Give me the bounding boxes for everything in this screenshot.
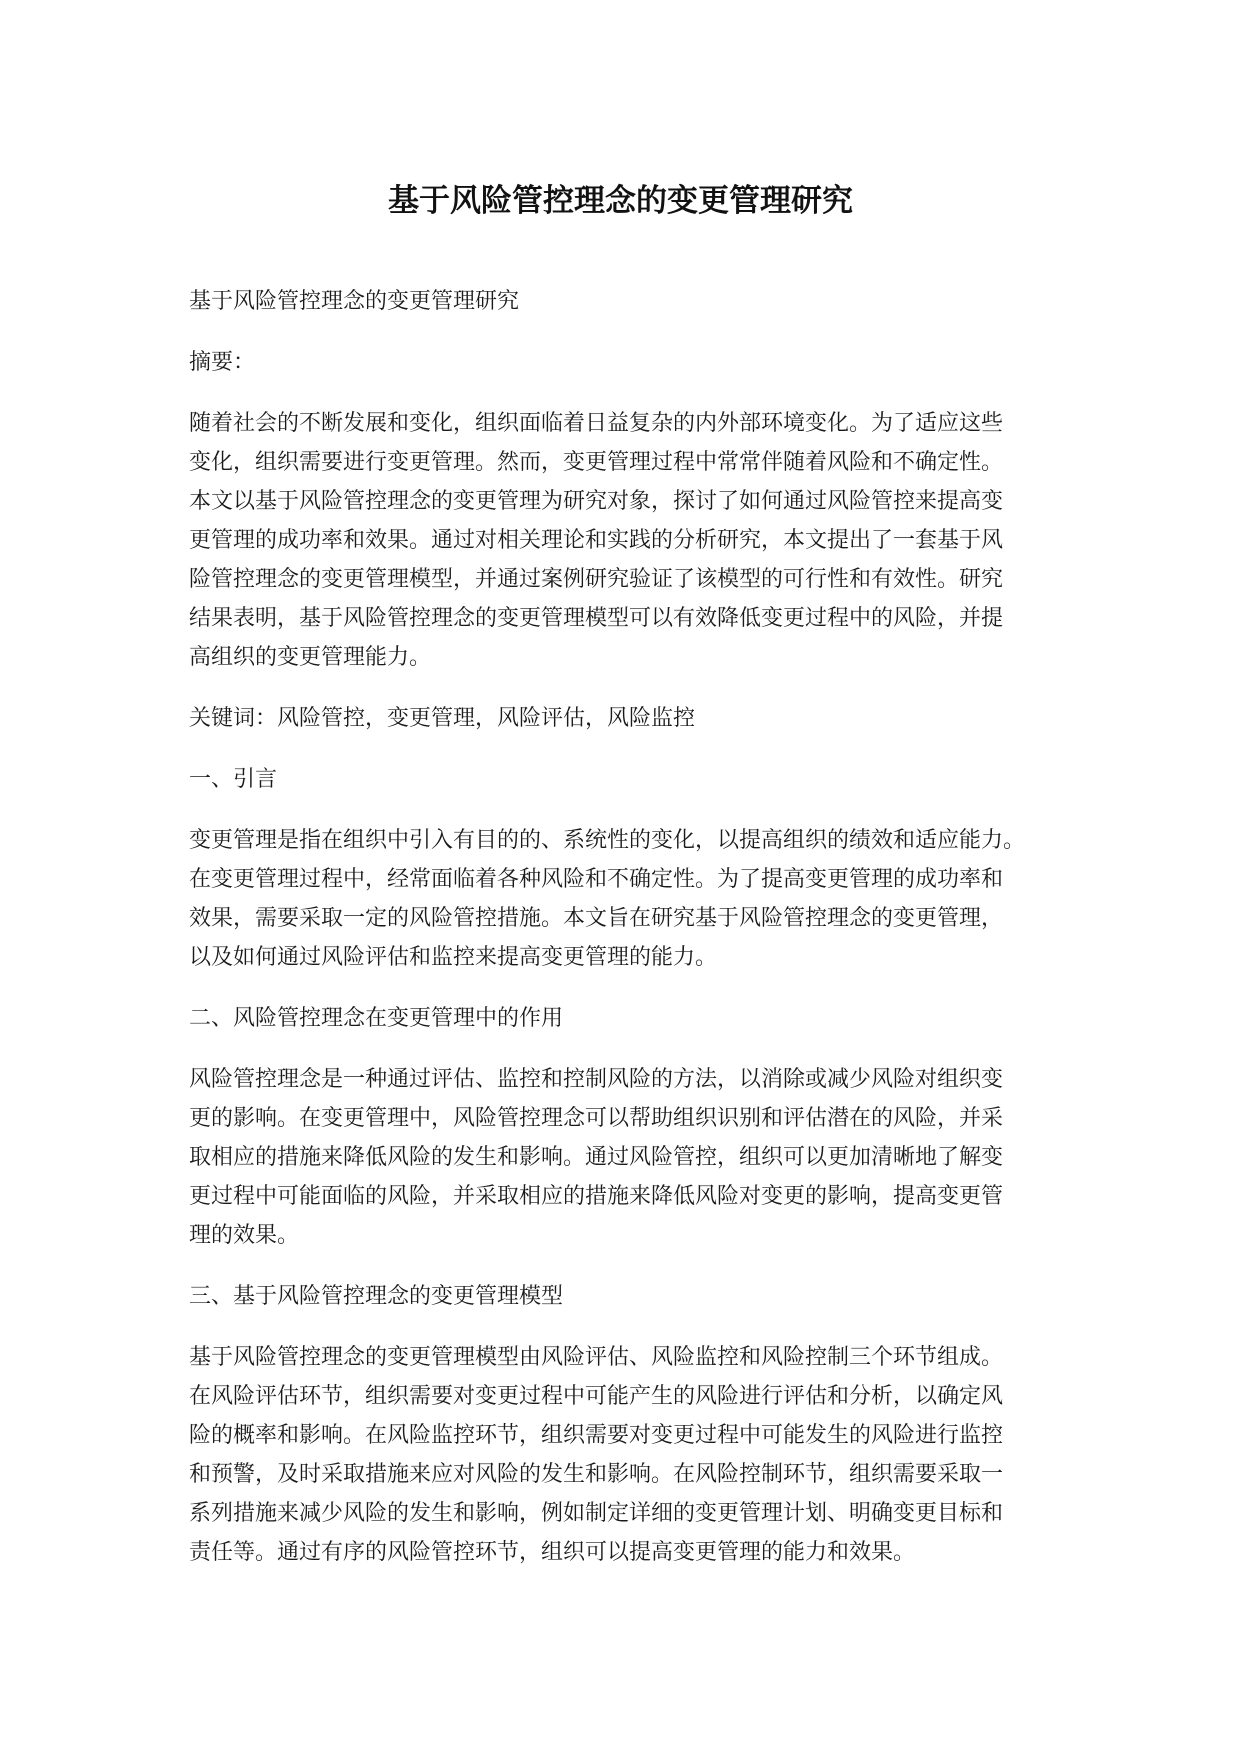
- text-line: 系列措施来减少风险的发生和影响，例如制定详细的变更管理计划、明确变更目标和: [189, 1501, 1004, 1526]
- document-body: [189, 282, 1069, 1594]
- text-line: 随着社会的不断发展和变化，组织面临着日益复杂的内外部环境变化。为了适应这些: [189, 411, 1004, 436]
- text-line: 高组织的变更管理能力。: [189, 645, 432, 670]
- keywords: 关键词：风险管控，变更管理，风险评估，风险监控: [189, 706, 696, 731]
- section-heading: 二、风险管控理念在变更管理中的作用: [189, 1006, 564, 1031]
- text-line: 险管控理念的变更管理模型，并通过案例研究验证了该模型的可行性和有效性。研究: [189, 567, 1004, 592]
- text-line: 取相应的措施来降低风险的发生和影响。通过风险管控，组织可以更加清晰地了解变: [189, 1145, 1004, 1170]
- section-3-heading-block: [189, 1277, 1069, 1316]
- text-line: 责任等。通过有序的风险管控环节，组织可以提高变更管理的能力和效果。: [189, 1540, 916, 1565]
- text-line: 在变更管理过程中，经常面临着各种风险和不确定性。为了提高变更管理的成功率和: [189, 867, 1004, 892]
- abstract-label: 摘要：: [189, 350, 256, 375]
- text-line: 和预警，及时采取措施来应对风险的发生和影响。在风险控制环节，组织需要采取一: [189, 1462, 1004, 1487]
- text-line: 风险管控理念是一种通过评估、监控和控制风险的方法，以消除或减少风险对组织变: [189, 1067, 1004, 1092]
- section-2-paragraph: [189, 1060, 1069, 1255]
- section-3-paragraph: [189, 1338, 1069, 1572]
- text-line: 变更管理是指在组织中引入有目的的、系统性的变化，以提高组织的绩效和适应能力。: [189, 828, 1026, 853]
- text-line: 以及如何通过风险评估和监控来提高变更管理的能力。: [189, 945, 718, 970]
- text-line: 变化，组织需要进行变更管理。然而，变更管理过程中常常伴随着风险和不确定性。: [189, 450, 1004, 475]
- abstract-label-paragraph: [189, 343, 1069, 382]
- section-2-heading-block: [189, 999, 1069, 1038]
- text-line: 理的效果。: [189, 1223, 300, 1248]
- document-title: 基于风险管控理念的变更管理研究: [388, 183, 853, 219]
- abstract-paragraph: [189, 404, 1069, 677]
- text-line: 结果表明，基于风险管控理念的变更管理模型可以有效降低变更过程中的风险，并提: [189, 606, 1004, 631]
- text-line: 效果，需要采取一定的风险管控措施。本文旨在研究基于风险管控理念的变更管理，: [189, 906, 1004, 931]
- text-line: 更管理的成功率和效果。通过对相关理论和实践的分析研究，本文提出了一套基于风: [189, 528, 1004, 553]
- section-1-paragraph: [189, 821, 1069, 977]
- keywords-paragraph: [189, 699, 1069, 738]
- text-line: 基于风险管控理念的变更管理模型由风险评估、风险监控和风险控制三个环节组成。: [189, 1345, 1004, 1370]
- section-heading: 三、基于风险管控理念的变更管理模型: [189, 1284, 564, 1309]
- document-subtitle: 基于风险管控理念的变更管理研究: [189, 289, 520, 314]
- text-line: 本文以基于风险管控理念的变更管理为研究对象，探讨了如何通过风险管控来提高变: [189, 489, 1004, 514]
- section-heading: 一、引言: [189, 767, 278, 792]
- text-line: 更过程中可能面临的风险，并采取相应的措施来降低风险对变更的影响，提高变更管: [189, 1184, 1004, 1209]
- section-1-heading-block: [189, 760, 1069, 799]
- text-line: 更的影响。在变更管理中，风险管控理念可以帮助组织识别和评估潜在的风险，并采: [189, 1106, 1004, 1131]
- text-line: 在风险评估环节，组织需要对变更过程中可能产生的风险进行评估和分析，以确定风: [189, 1384, 1004, 1409]
- subtitle-paragraph: [189, 282, 1069, 321]
- text-line: 险的概率和影响。在风险监控环节，组织需要对变更过程中可能发生的风险进行监控: [189, 1423, 1004, 1448]
